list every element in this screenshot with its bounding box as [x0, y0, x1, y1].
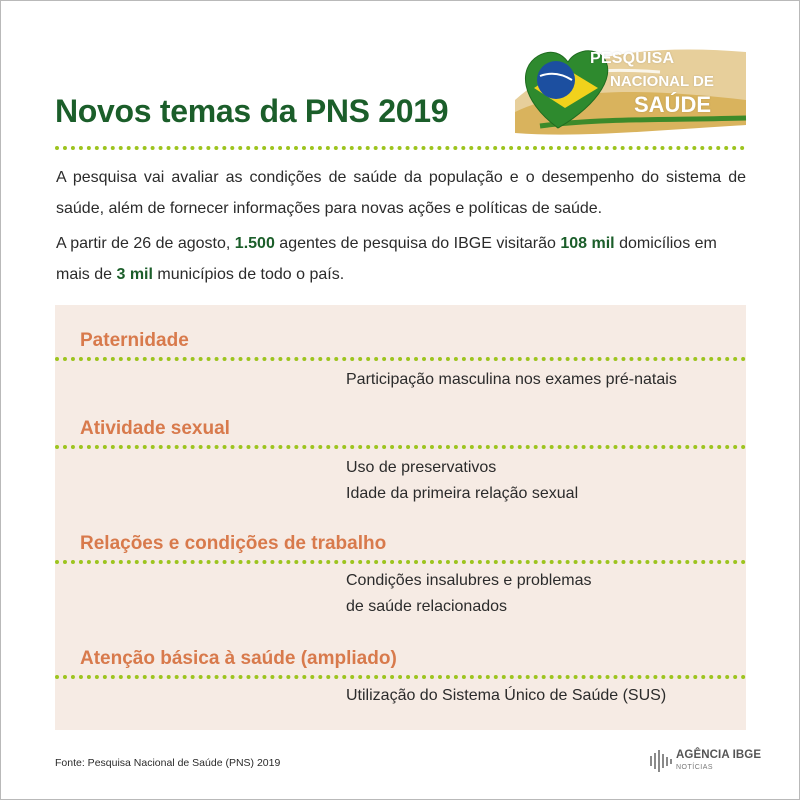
intro-text: agentes de pesquisa do IBGE visitarão: [274, 235, 561, 252]
topic-item: Idade da primeira relação sexual: [346, 485, 579, 502]
intro-line-1: A pesquisa vai avaliar as condições de saúde da população e o desempenho do sistema de: [56, 169, 746, 186]
page-title: Novos temas da PNS 2019: [55, 93, 449, 129]
agency-name: AGÊNCIA IBGE: [676, 749, 762, 761]
logo-line-3: SAÚDE: [634, 92, 712, 117]
topic-item: Condições insalubres e problemas: [346, 572, 592, 589]
topic-title: Atividade sexual: [80, 418, 230, 439]
topic-title: Relações e condições de trabalho: [80, 533, 387, 554]
topic-divider: [55, 675, 746, 679]
logo-line-2: NACIONAL DE: [610, 73, 714, 90]
intro-line-4: [56, 259, 746, 290]
intro-text: mais de: [56, 266, 117, 283]
topic-divider: [55, 560, 746, 564]
households-count: 108 mil: [560, 235, 615, 252]
title-divider: [55, 146, 745, 150]
municipalities-count: 3 mil: [116, 266, 153, 283]
intro-text: A partir de 26 de agosto,: [56, 235, 235, 252]
intro-line-3: [56, 228, 746, 259]
topic-item: Participação masculina nos exames pré-natais: [346, 371, 677, 388]
agency-subtitle: NOTÍCIAS: [676, 764, 714, 771]
agents-count: 1.500: [234, 235, 275, 252]
topic-divider: [55, 357, 746, 361]
intro-text: domicílios em: [614, 235, 717, 252]
logo-line-1: PESQUISA: [590, 50, 675, 67]
topic-divider: [55, 445, 746, 449]
topic-item: de saúde relacionados: [346, 598, 508, 615]
topic-title: Atenção básica à saúde (ampliado): [80, 648, 397, 669]
intro-text: municípios de todo o país.: [152, 266, 345, 283]
source-note: Fonte: Pesquisa Nacional de Saúde (PNS) 2019: [55, 757, 281, 769]
topic-item: Uso de preservativos: [346, 459, 497, 476]
intro-line-2: saúde, além de fornecer informações para novas ações e políticas de saúde.: [56, 200, 603, 217]
topic-item: Utilização do Sistema Único de Saúde (SUS): [346, 687, 667, 704]
topic-title: Paternidade: [80, 330, 189, 351]
